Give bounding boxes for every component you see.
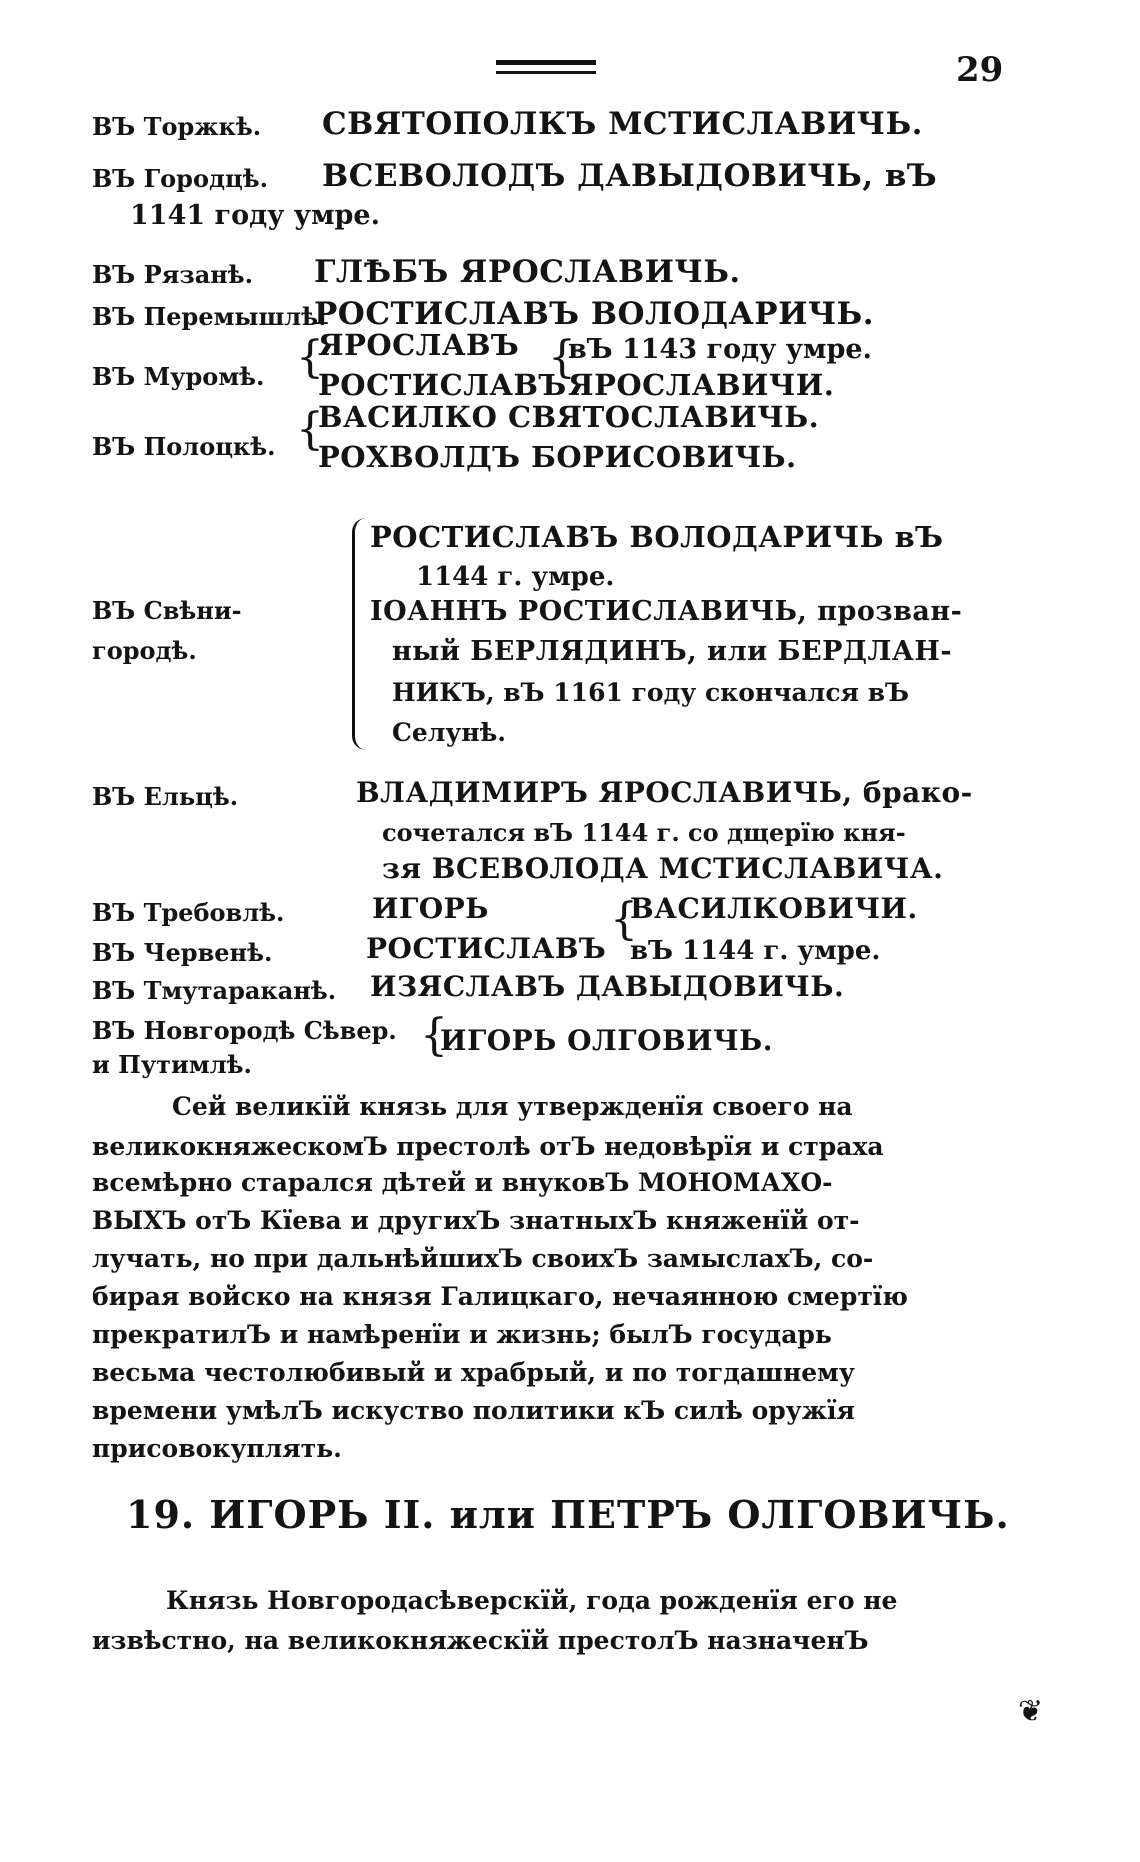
brace-novgorod: {	[420, 1010, 448, 1061]
elets-line-2: сочетался вЪ 1144 г. со дщерїю кня-	[382, 818, 906, 847]
place-novgorod-2: и Путимлѣ.	[92, 1050, 252, 1079]
ruler-polotsk-2: РОХВОЛДЪ БОРИСОВИЧЬ.	[318, 440, 797, 474]
header-rule	[496, 60, 596, 74]
zvenigorod-line-4: ный БЕРЛЯДИНЪ, или БЕРДЛАН-	[392, 636, 953, 667]
place-novgorod-1: ВЪ Новгородѣ Сѣвер.	[92, 1016, 397, 1045]
place-polotsk: ВЪ Полоцкѣ.	[92, 432, 276, 461]
page-number: 29	[956, 50, 1004, 90]
place-zvenigorod-1: ВЪ Свѣни-	[92, 596, 242, 625]
place-gorodets: ВЪ Городцѣ.	[92, 164, 268, 193]
place-elets: ВЪ Ельцѣ.	[92, 782, 239, 811]
elets-line-3: зя ВСЕВОЛОДА МСТИСЛАВИЧА.	[382, 852, 944, 885]
brace-polotsk: {	[296, 404, 324, 455]
place-tmutarakan: ВЪ Тмутараканѣ.	[92, 976, 337, 1005]
note-cherven: вЪ 1144 г. умре.	[630, 936, 881, 966]
ruler-novgorod: ИГОРЬ ОЛГОВИЧЬ.	[440, 1024, 773, 1057]
ruler-tmutarakan: ИЗЯСЛАВЪ ДАВЫДОВИЧЬ.	[370, 970, 845, 1003]
place-zvenigorod-2: городѣ.	[92, 636, 197, 665]
note-murom-2: ЯРОСЛАВИЧИ.	[568, 368, 835, 402]
zvenigorod-line-5: НИКЪ, вЪ 1161 году скончался вЪ	[392, 678, 909, 707]
paragraph-line: присовокуплять.	[92, 1434, 342, 1463]
place-murom: ВЪ Муромѣ.	[92, 362, 265, 391]
zvenigorod-line-6: Селунѣ.	[392, 718, 507, 747]
place-peremyshl: ВЪ Перемышлѣ.	[92, 302, 327, 331]
ruler-murom-1: ЯРОСЛАВЪ	[318, 328, 520, 362]
note-terebovl: ВАСИЛКОВИЧИ.	[630, 892, 918, 925]
place-terebovl: ВЪ Требовлѣ.	[92, 898, 285, 927]
paragraph-line: всемѣрно старался дѣтей и внуковЪ МОНОМАХО-	[92, 1168, 833, 1197]
ruler-cherven: РОСТИСЛАВЪ	[366, 932, 607, 965]
brace-zvenigorod	[352, 518, 371, 750]
ruler-polotsk-1: ВАСИЛКО СВЯТОСЛАВИЧЬ.	[318, 400, 820, 434]
note-murom-1: вЪ 1143 году умре.	[568, 334, 872, 365]
ruler-peremyshl: РОСТИСЛАВЪ ВОЛОДАРИЧЬ.	[314, 296, 875, 332]
brace-murom-left: {	[296, 332, 324, 383]
ruler-gorodets: ВСЕВОЛОДЪ ДАВЫДОВИЧЬ, вЪ	[322, 158, 938, 194]
paragraph-line: ВЫХЪ отЪ Кїева и другихЪ знатныхЪ княженїй от-	[92, 1206, 860, 1235]
intro-line: Князь Новгородасѣверскїй, года рожденїя его не	[166, 1586, 898, 1615]
place-cherven: ВЪ Червенѣ.	[92, 938, 273, 967]
zvenigorod-line-3: ІОАННЪ РОСТИСЛАВИЧЬ, прозван-	[370, 596, 963, 627]
zvenigorod-line-2: 1144 г. умре.	[416, 562, 615, 592]
ruler-murom-2: РОСТИСЛАВЪ	[318, 368, 567, 402]
paragraph-line: великокняжескомЪ престолѣ отЪ недовѣрїя и страха	[92, 1132, 884, 1161]
paragraph-line: времени умѣлЪ искуство политики кЪ силѣ оружїя	[92, 1396, 855, 1425]
section-heading: 19. ИГОРЬ II. или ПЕТРЪ ОЛГОВИЧЬ.	[126, 1492, 1010, 1537]
paragraph-line: лучать, но при дальнѣйшихЪ своихЪ замыслахЪ, со-	[92, 1244, 874, 1273]
ruler-torzhok: СВЯТОПОЛКЪ МСТИСЛАВИЧЬ.	[322, 106, 923, 142]
place-ryazan: ВЪ Рязанѣ.	[92, 260, 254, 289]
paragraph-line: бирая войско на князя Галицкаго, нечаянною смертїю	[92, 1282, 908, 1311]
ruler-terebovl: ИГОРЬ	[372, 892, 489, 925]
paragraph-line: прекратилЪ и намѣренїи и жизнь; былЪ государь	[92, 1320, 832, 1349]
brace-terebovl-cherven: {	[610, 894, 638, 945]
ink-mark-icon: ❦	[1018, 1694, 1044, 1729]
intro-line: извѣстно, на великокняжескїй престолЪ назначенЪ	[92, 1626, 869, 1655]
ruler-ryazan: ГЛѢБЪ ЯРОСЛАВИЧЬ.	[314, 254, 741, 290]
elets-line-1: ВЛАДИМИРЪ ЯРОСЛАВИЧЬ, брако-	[356, 776, 973, 809]
paragraph-line: Сей великїй князь для утвержденїя своего на	[172, 1092, 853, 1121]
ruler-gorodets-cont: 1141 году умре.	[130, 200, 380, 231]
brace-murom-right: {	[548, 332, 576, 383]
place-torzhok: ВЪ Торжкѣ.	[92, 112, 262, 141]
zvenigorod-line-1: РОСТИСЛАВЪ ВОЛОДАРИЧЬ вЪ	[370, 520, 944, 554]
paragraph-line: весьма честолюбивый и храбрый, и по тогдашнему	[92, 1358, 855, 1387]
